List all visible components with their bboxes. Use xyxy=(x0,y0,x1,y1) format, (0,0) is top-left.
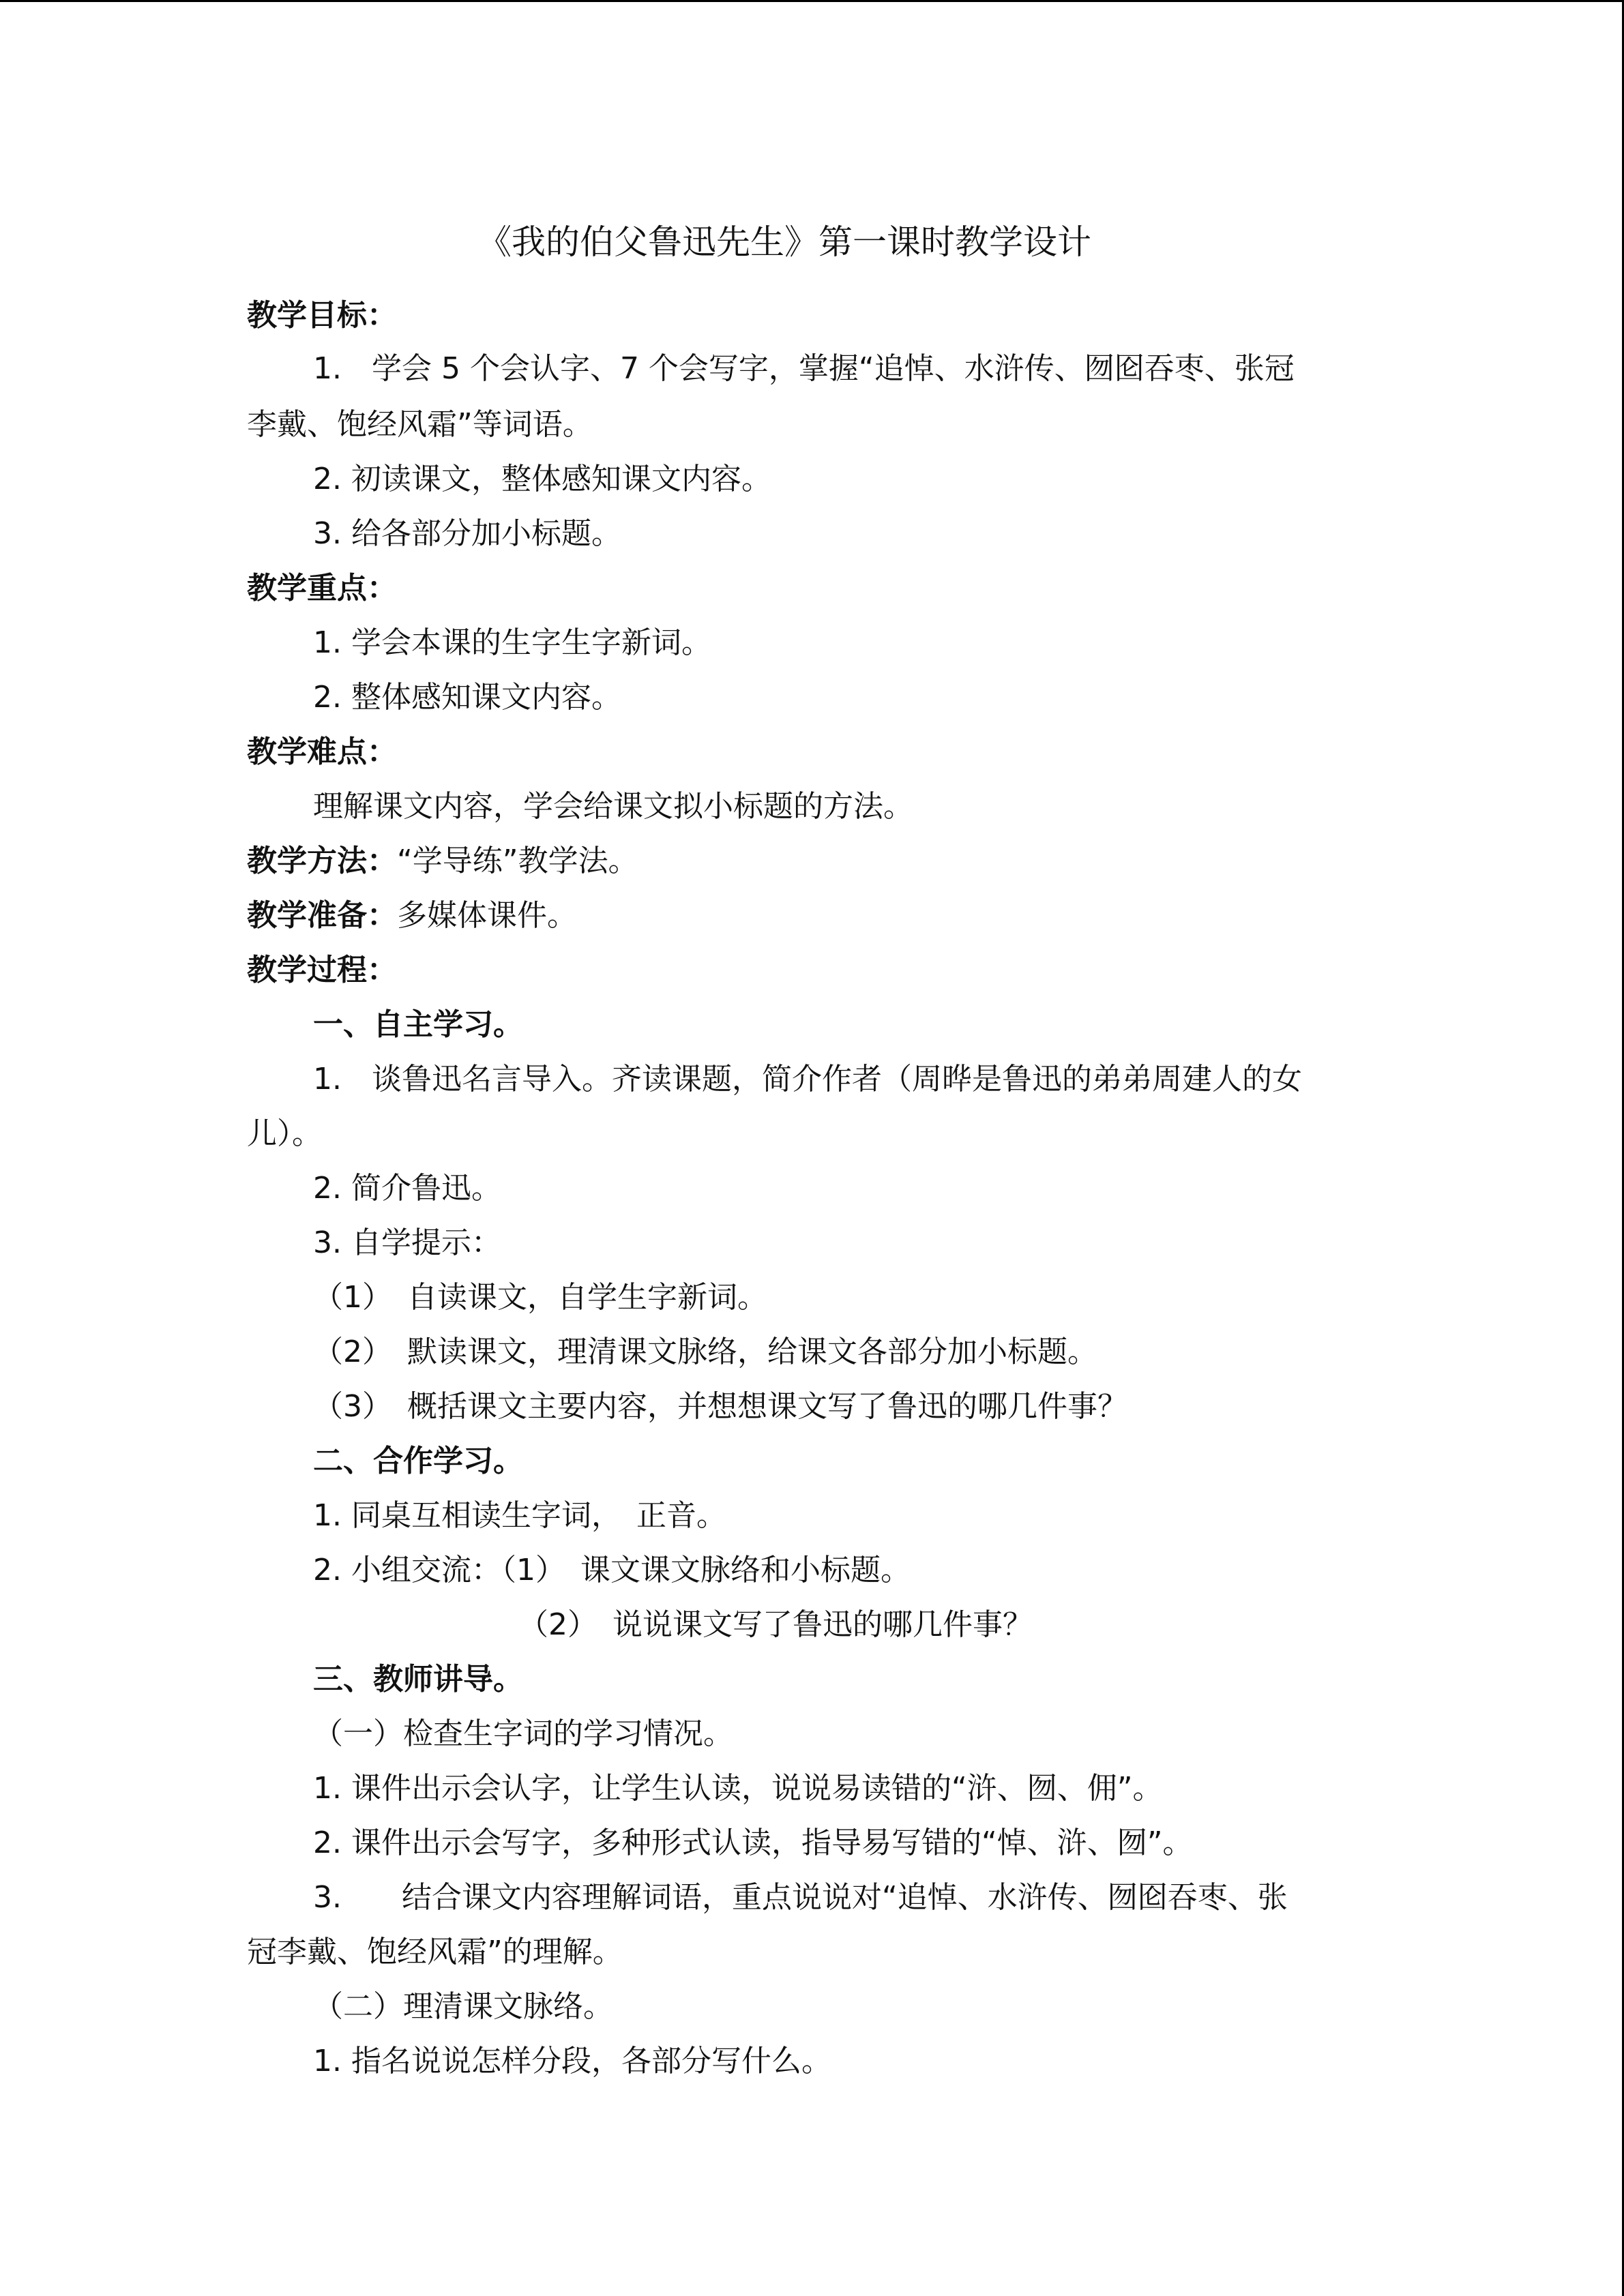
section-3-part-1-item-3-line-2: 冠李戴、饱经风霜”的理解。 xyxy=(247,1935,623,1969)
section-3-part-1-item-1: 1. 课件出示会认字，让学生认读，说说易读错的“浒、囫、佣”。 xyxy=(313,1771,1163,1806)
section-3-part-2-item-1: 1. 指名说说怎样分段，各部分写什么。 xyxy=(313,2044,831,2078)
document-title: 《我的伯父鲁迅先生》第一课时教学设计 xyxy=(477,222,1091,262)
key-points-item-1: 1. 学会本课的生字生字新词。 xyxy=(313,625,711,660)
section-1-title: 一、自主学习。 xyxy=(313,1007,523,1042)
goals-item-1-line-2: 李戴、饱经风霜”等词语。 xyxy=(247,407,593,442)
method-label: 教学方法： xyxy=(247,844,397,878)
goals-heading: 教学目标： xyxy=(247,298,397,333)
goals-item-2: 2. 初读课文，整体感知课文内容。 xyxy=(313,462,771,496)
section-1-sub-3: （3） 概括课文主要内容，并想想课文写了鲁迅的哪几件事？ xyxy=(313,1389,1127,1424)
section-3-part-1-title: （一）检查生字词的学习情况。 xyxy=(313,1716,733,1751)
goals-item-3: 3. 给各部分加小标题。 xyxy=(313,516,621,551)
key-points-heading: 教学重点： xyxy=(247,571,397,606)
section-1-item-1-line-2: 儿）。 xyxy=(247,1116,322,1151)
section-3-part-1-item-2: 2. 课件出示会写字，多种形式认读，指导易写错的“悼、浒、囫”。 xyxy=(313,1825,1193,1860)
difficulties-heading: 教学难点： xyxy=(247,734,397,769)
method-line xyxy=(247,842,638,880)
section-1-item-1-line-1: 1. 谈鲁迅名言导入。齐读课题，简介作者（周晔是鲁迅的弟弟周建人的女 xyxy=(313,1062,1302,1097)
preparation-value: 多媒体课件。 xyxy=(397,898,577,933)
section-2-item-1: 1. 同桌互相读生字词， 正音。 xyxy=(313,1498,726,1533)
preparation-label: 教学准备： xyxy=(247,898,397,933)
section-1-item-3: 3. 自学提示： xyxy=(313,1225,501,1260)
section-2-title: 二、合作学习。 xyxy=(313,1444,523,1478)
section-1-sub-1: （1） 自读课文，自学生字新词。 xyxy=(313,1280,767,1315)
section-2-item-2: 2. 小组交流：（1） 课文课文脉络和小标题。 xyxy=(313,1553,911,1587)
section-3-part-2-title: （二）理清课文脉络。 xyxy=(313,1989,613,2024)
goals-item-1-line-1: 1. 学会 5 个会认字、7 个会写字，掌握“追悼、水浒传、囫囵吞枣、张冠 xyxy=(313,351,1295,386)
process-heading: 教学过程： xyxy=(247,953,397,987)
preparation-line xyxy=(247,897,577,935)
method-value: “学导练”教学法。 xyxy=(397,844,638,878)
section-3-title: 三、教师讲导。 xyxy=(313,1662,523,1697)
section-1-item-2: 2. 简介鲁迅。 xyxy=(313,1171,501,1206)
key-points-item-2: 2. 整体感知课文内容。 xyxy=(313,680,621,715)
section-1-sub-2: （2） 默读课文，理清课文脉络，给课文各部分加小标题。 xyxy=(313,1335,1097,1369)
section-2-item-2-sub-2: （2） 说说课文写了鲁迅的哪几件事？ xyxy=(518,1607,1033,1642)
section-3-part-1-item-3-line-1: 3. 结合课文内容理解词语，重点说说对“追悼、水浒传、囫囵吞枣、张 xyxy=(313,1880,1288,1915)
difficulties-text: 理解课文内容，学会给课文拟小标题的方法。 xyxy=(313,789,913,824)
